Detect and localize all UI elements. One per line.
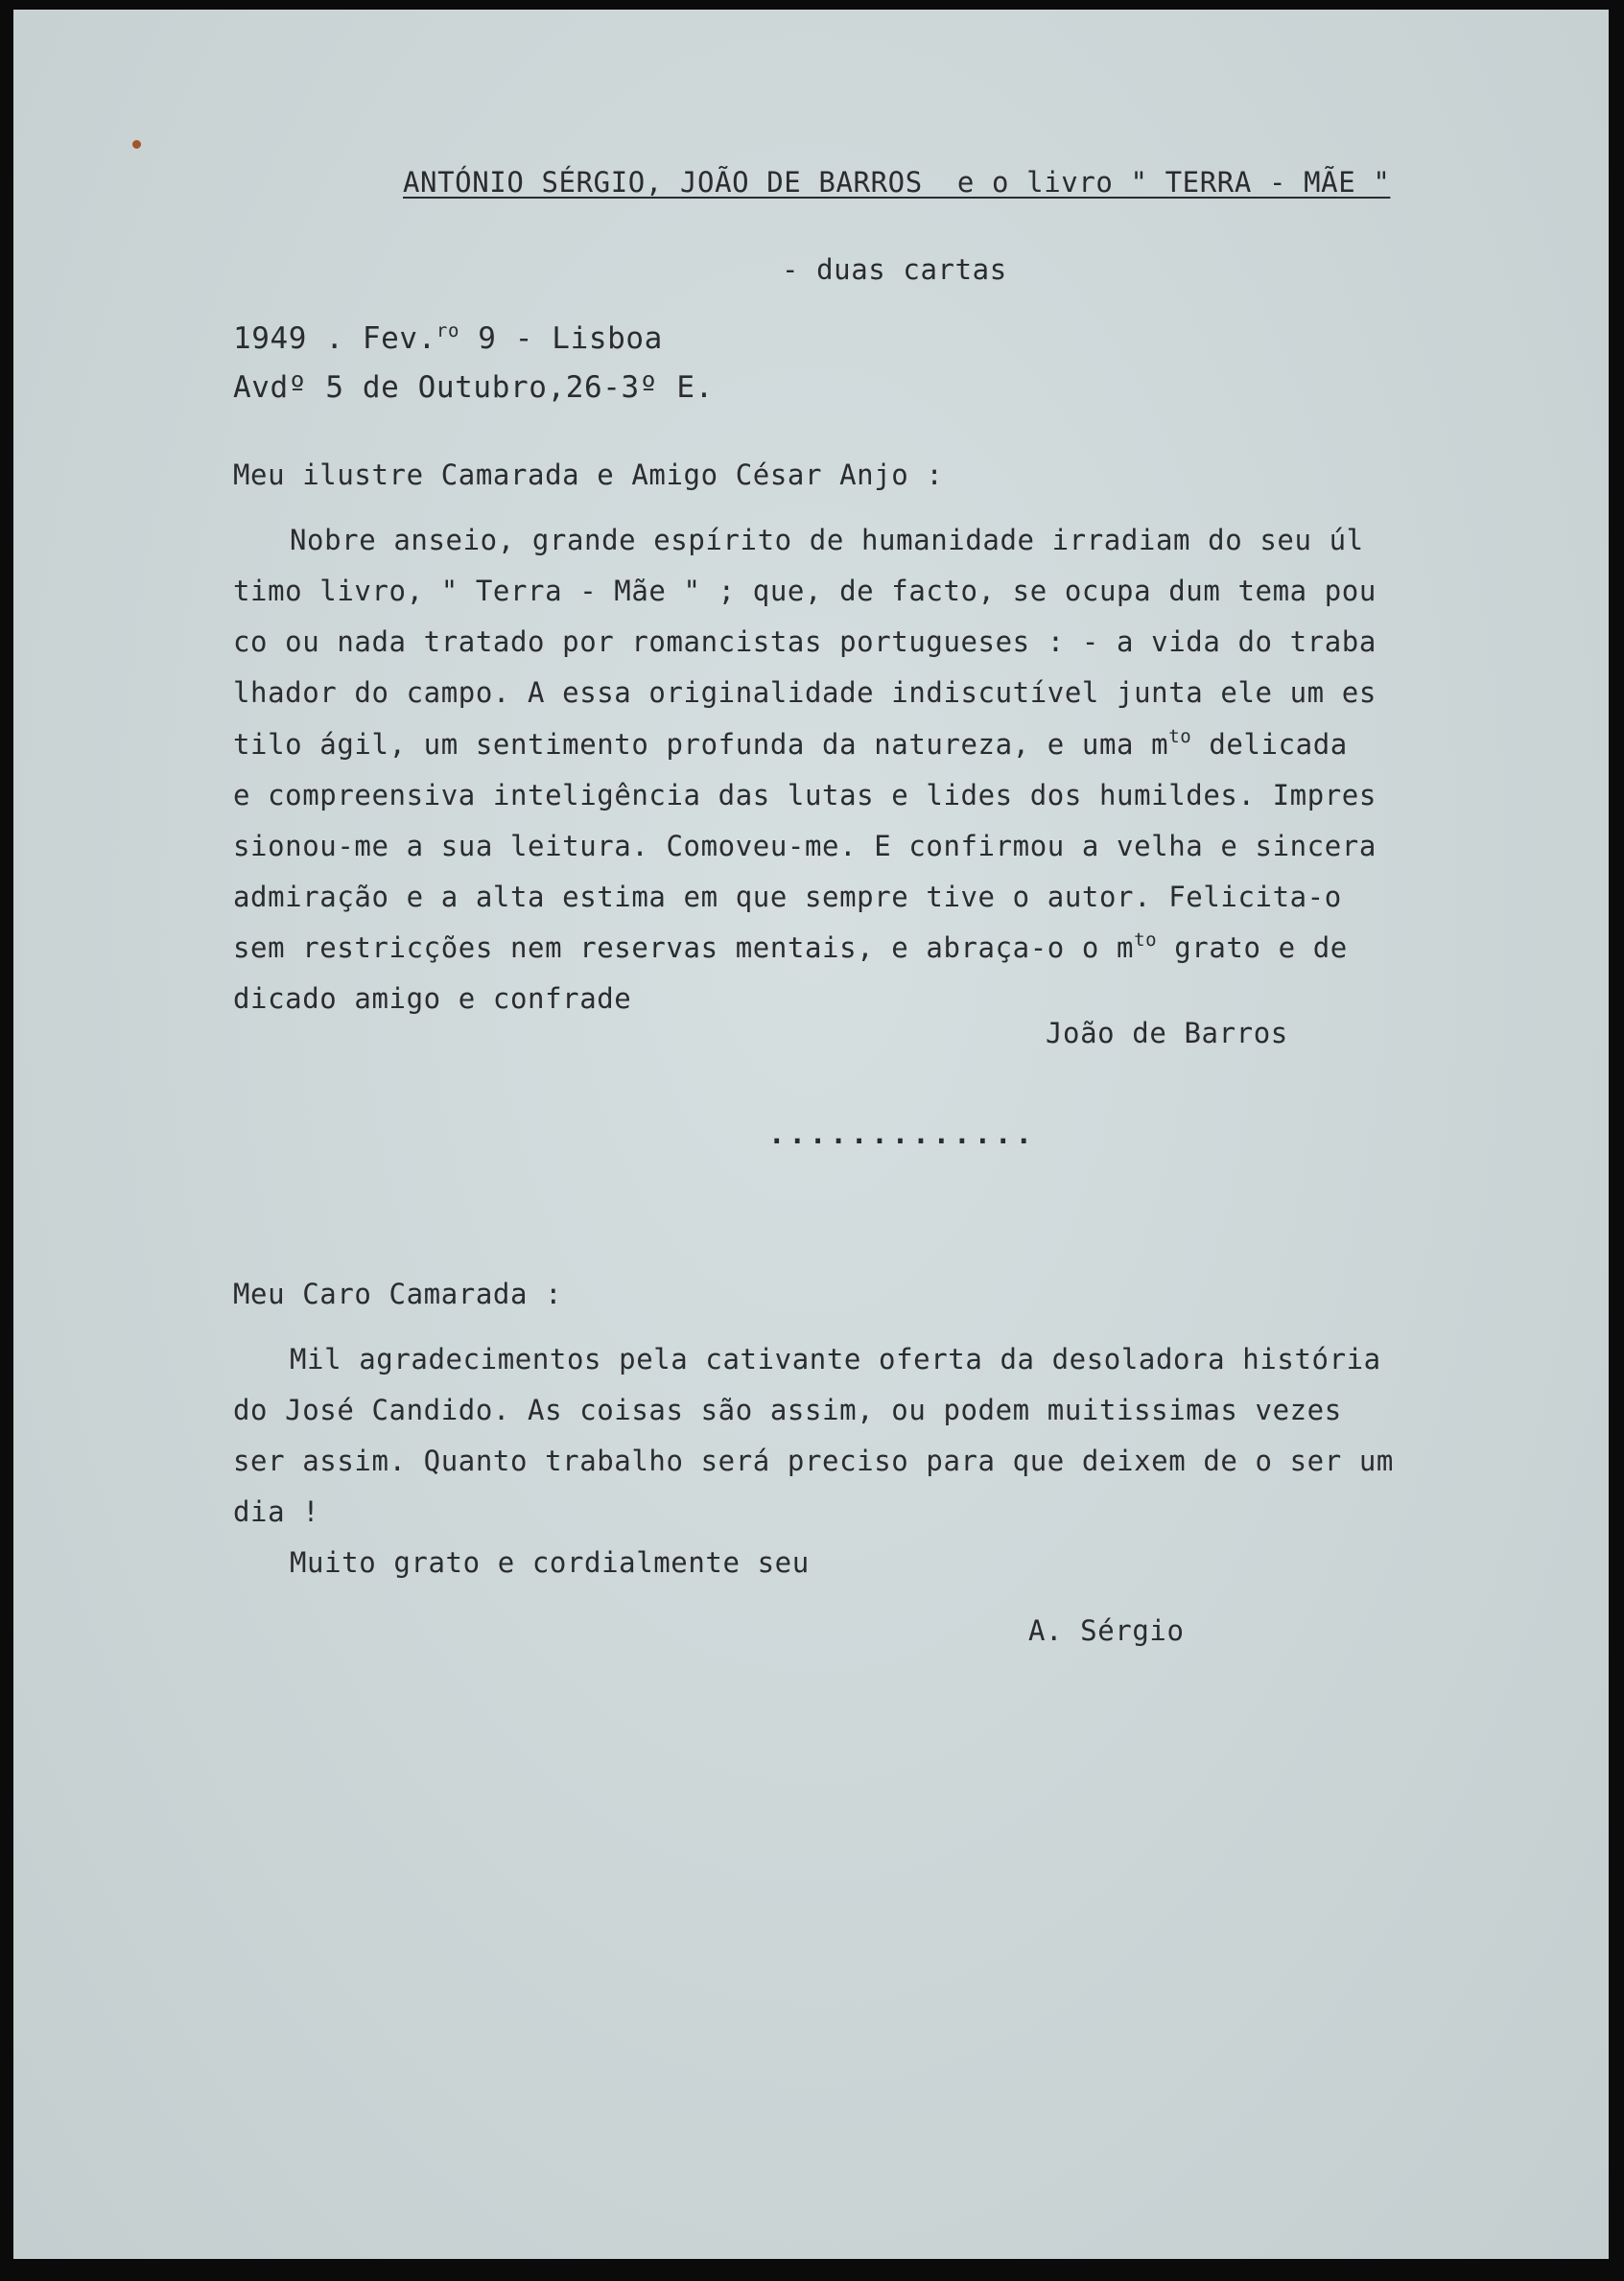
letter1-line: Nobre anseio, grande espírito de humanidade irradiam do seu úl — [290, 524, 1364, 556]
letter2-closing: Muito grato e cordialmente seu — [290, 1546, 810, 1579]
letter1-line: dicado amigo e confrade — [233, 982, 632, 1015]
document-subtitle: - duas cartas — [782, 253, 1007, 286]
letter2-line: dia ! — [233, 1495, 320, 1528]
document-page — [13, 10, 1609, 2259]
separator-dots: ............. — [768, 1117, 1036, 1150]
letter1-signature: João de Barros — [1046, 1017, 1288, 1049]
letter1-line: sionou-me a sua leitura. Comoveu-me. E confirmou a velha e sincera — [233, 830, 1377, 862]
letter1-line: timo livro, " Terra - Mãe " ; que, de facto, se ocupa dum tema pou — [233, 575, 1377, 607]
letter1-line: admiração e a alta estima em que sempre tive o autor. Felicita-o — [233, 881, 1342, 913]
letter2-line: ser assim. Quanto trabalho será preciso para que deixem de o ser um — [233, 1445, 1394, 1477]
letter1-line: lhador do campo. A essa originalidade indiscutível junta ele um es — [233, 676, 1377, 709]
letter2-line: Mil agradecimentos pela cativante oferta da desoladora história — [290, 1343, 1381, 1376]
letter1-date: 1949 . Fev.$^{ro}$ 9 - Lisboa — [233, 320, 663, 356]
letter2-line: do José Candido. As coisas são assim, ou podem muitissimas vezes — [233, 1394, 1342, 1426]
ink-spot — [132, 140, 141, 149]
letter1-line: e compreensiva inteligência das lutas e lides dos humildes. Impres — [233, 779, 1377, 811]
document-title: ANTÓNIO SÉRGIO, JOÃO DE BARROS e o livro " TERRA - MÃE " — [403, 166, 1391, 199]
letter1-line: sem restricções nem reservas mentais, e abraça-o o $m^{to}$ grato e de — [233, 929, 1348, 964]
letter2-salutation: Meu Caro Camarada : — [233, 1278, 563, 1310]
letter1-address: Avdº 5 de Outubro,26-3º E. — [233, 370, 714, 405]
letter1-line: co ou nada tratado por romancistas portugueses : - a vida do traba — [233, 625, 1377, 658]
letter1-salutation: Meu ilustre Camarada e Amigo César Anjo : — [233, 459, 944, 491]
letter2-signature: A. Sérgio — [1028, 1614, 1185, 1647]
letter1-line: tilo ágil, um sentimento profunda da natureza, e uma $m^{to}$ delicada — [233, 726, 1348, 761]
